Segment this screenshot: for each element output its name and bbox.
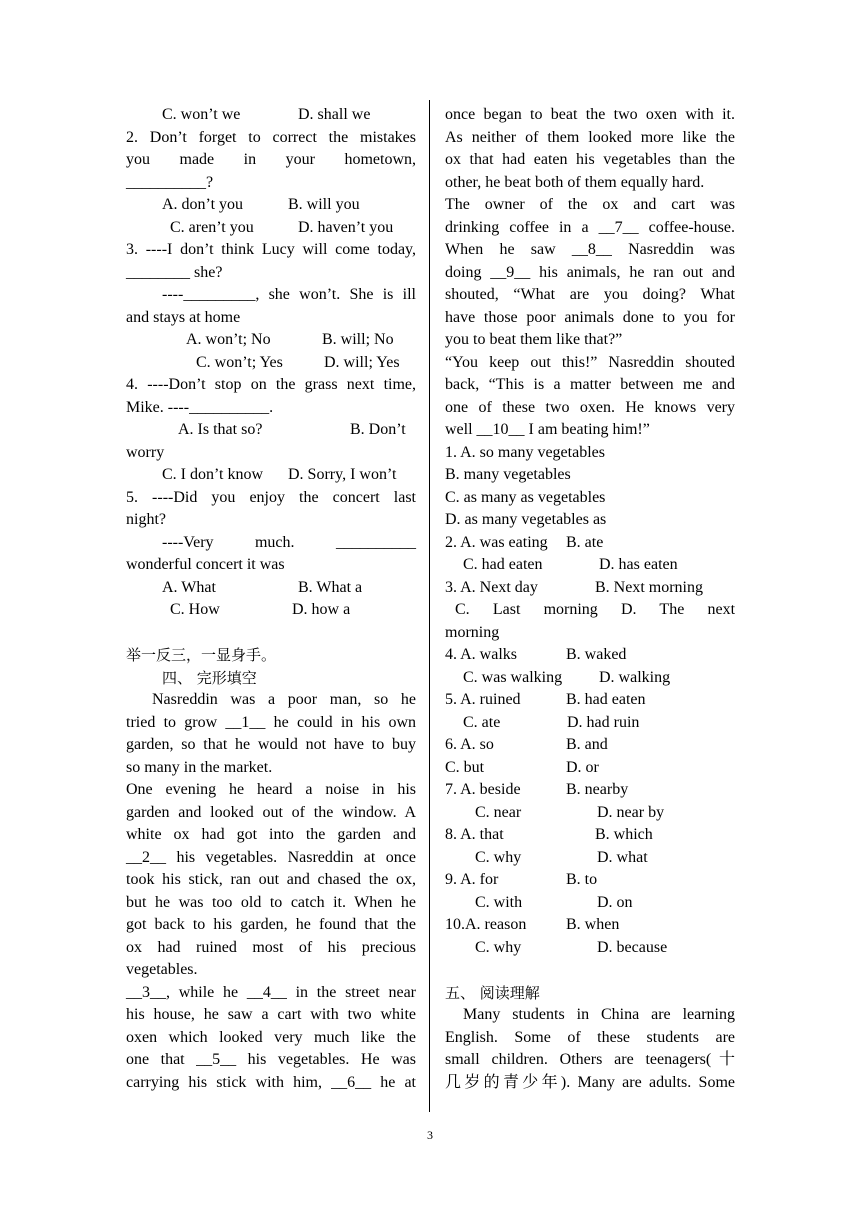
option: 5. A. ruined xyxy=(445,691,521,708)
option: C. had eaten xyxy=(463,556,543,573)
option: C. won’t we xyxy=(162,106,241,123)
option: A. don’t you xyxy=(162,196,244,213)
passage-line: tried to grow __1__ he could in his own xyxy=(126,713,416,731)
option: 7. A. beside xyxy=(445,781,521,798)
answer-option: 1. A. so many vegetables xyxy=(445,443,605,461)
option: 9. A. for xyxy=(445,871,499,888)
option: 2. A. was eating xyxy=(445,533,548,551)
q3-options-cd-wrap: morning xyxy=(445,623,500,641)
q2-options-cd xyxy=(445,554,735,577)
right-column xyxy=(445,104,735,1094)
option: 10.A. reason xyxy=(445,916,527,933)
question-2-line: you made in your hometown, xyxy=(126,151,416,168)
q9-options-cd xyxy=(445,892,735,915)
option: B. ate xyxy=(566,533,604,551)
q9-options-ab xyxy=(445,869,735,892)
q5-options-cd xyxy=(126,599,416,622)
passage-line: __2__ his vegetables. Nasreddin at once xyxy=(126,848,416,866)
option: D. will; Yes xyxy=(324,353,400,371)
passage-line: ox that had eaten his vegetables than the xyxy=(445,151,735,168)
option: A. Is that so? xyxy=(178,421,263,438)
q10-options-cd xyxy=(445,937,735,960)
q4-options-cd xyxy=(445,667,735,690)
option: C. near xyxy=(475,803,522,821)
column-divider xyxy=(429,100,430,1112)
option: C. Last morning xyxy=(455,601,598,618)
option: A. won’t; No xyxy=(186,331,271,348)
q4-options-ab xyxy=(445,644,735,667)
question-3-line: ________ she? xyxy=(126,263,223,281)
question-3-line: ----_________, she won’t. She is ill xyxy=(162,286,416,303)
q8-options-cd xyxy=(445,847,735,870)
question-3-line: and stays at home xyxy=(126,308,241,326)
passage-line: doing __9__ his animals, he ran out and xyxy=(445,263,735,281)
option: D. because xyxy=(597,938,668,956)
motto: 举一反三，一显身手。 xyxy=(126,646,277,664)
passage-line: vegetables. xyxy=(126,961,198,978)
option: B. Don’t xyxy=(350,421,406,438)
option: B. Next morning xyxy=(595,578,703,596)
spacer xyxy=(445,959,735,982)
option: 3. A. Next day xyxy=(445,578,538,596)
q7-options-cd xyxy=(445,802,735,825)
q4-options-ab-wrap: worry xyxy=(126,443,165,461)
q3-options-cd xyxy=(126,352,416,375)
option: C. aren’t you xyxy=(170,218,254,236)
reading-line: Many students in China are learning xyxy=(463,1006,735,1023)
passage-line: When he saw __8__ Nasreddin was xyxy=(445,241,735,258)
q5-options-cd xyxy=(445,712,735,735)
q10-options-ab xyxy=(445,914,735,937)
passage-line: so many in the market. xyxy=(126,758,273,776)
option: B. What a xyxy=(298,578,363,596)
q2-options-ab xyxy=(445,532,735,555)
option: D. what xyxy=(597,848,648,866)
option: D. shall we xyxy=(298,106,371,123)
option: D. how a xyxy=(292,601,351,618)
option: C. with xyxy=(475,893,523,911)
section-4-title: 四、 完形填空 xyxy=(162,668,257,687)
q6-options-cd xyxy=(445,757,735,780)
option: C. I don’t know xyxy=(162,466,264,483)
reading-line: English. Some of these students are xyxy=(445,1028,735,1046)
passage-line: ox had ruined most of his precious xyxy=(126,938,416,956)
passage-line: white ox had got into the garden and xyxy=(126,826,416,843)
passage-line: garden, so that he would not have to buy xyxy=(126,736,416,753)
question-5-line: wonderful concert it was xyxy=(126,556,285,573)
option: D. near by xyxy=(597,803,665,821)
option: 4. A. walks xyxy=(445,646,517,663)
option: B. will you xyxy=(288,196,360,213)
option: B. will; No xyxy=(322,331,394,348)
option: B. waked xyxy=(566,646,627,663)
option: D. or xyxy=(566,758,599,776)
section-5-title: 五、 阅读理解 xyxy=(445,983,540,1002)
passage-line: drinking coffee in a __7__ coffee-house. xyxy=(445,218,735,236)
passage-line: One evening he heard a noise in his xyxy=(126,781,416,798)
passage-line: Nasreddin was a poor man, so he xyxy=(152,691,416,708)
answer-option: B. many vegetables xyxy=(445,466,571,483)
passage-line: took his stick, ran out and chased the ox, xyxy=(126,871,416,888)
reading-line: small children. Others are teenagers(十 xyxy=(445,1051,735,1068)
passage-line: other, he beat both of them equally hard. xyxy=(445,173,705,191)
option: D. Sorry, I won’t xyxy=(288,466,397,483)
q1-options-cd xyxy=(126,104,416,127)
question-5-line: ----Very much. __________ xyxy=(162,533,416,551)
passage-line: oxen which looked very much like the xyxy=(126,1028,416,1046)
passage-line: once began to beat the two oxen with it. xyxy=(445,106,735,123)
passage-line: back, “This is a matter between me and xyxy=(445,376,735,393)
option: D. The next xyxy=(620,601,736,618)
q4-options-cd xyxy=(126,464,416,487)
passage-line: The owner of the ox and cart was xyxy=(445,196,735,213)
passage-line: shouted, “What are you doing? What xyxy=(445,286,735,303)
q4-options-ab xyxy=(126,419,416,442)
option: C. was walking xyxy=(463,668,563,686)
passage-line: __3__, while he __4__ in the street near xyxy=(126,983,416,1001)
option: D. on xyxy=(597,893,633,911)
option: 6. A. so xyxy=(445,736,494,753)
option: C. why xyxy=(475,848,522,866)
reading-line: 几岁的青少年). Many are adults. Some xyxy=(445,1073,735,1091)
q3-options-ab xyxy=(445,577,735,600)
passage-line: you to beat them like that?” xyxy=(445,331,623,348)
option: A. What xyxy=(162,578,216,596)
q8-options-ab xyxy=(445,824,735,847)
option: B. nearby xyxy=(566,781,629,798)
passage-line: one of these two oxen. He knows very xyxy=(445,398,735,416)
option: 8. A. that xyxy=(445,826,504,843)
passage-line: carrying his stick with him, __6__ he at xyxy=(126,1073,416,1091)
passage-line: “You keep out this!” Nasreddin shouted xyxy=(445,353,735,371)
option: C. why xyxy=(475,938,522,956)
question-2-line: 2. Don’t forget to correct the mistakes xyxy=(126,128,416,146)
passage-line: well __10__ I am beating him!” xyxy=(445,421,650,438)
spacer xyxy=(126,622,416,645)
option: D. has eaten xyxy=(599,556,678,573)
page-number: 3 xyxy=(427,1128,433,1142)
answer-option: C. as many as vegetables xyxy=(445,488,606,506)
question-5-line: night? xyxy=(126,511,166,528)
option: D. had ruin xyxy=(567,713,640,731)
q5-options-ab xyxy=(126,577,416,600)
q6-options-ab xyxy=(445,734,735,757)
option: B. to xyxy=(566,871,598,888)
q7-options-ab xyxy=(445,779,735,802)
q2-options-ab xyxy=(126,194,416,217)
q3-options-ab xyxy=(126,329,416,352)
passage-line: have those poor animals done to you for xyxy=(445,308,735,326)
answer-option: D. as many vegetables as xyxy=(445,511,607,528)
option: C. won’t; Yes xyxy=(196,353,283,371)
passage-line: garden and looked out of the window. A xyxy=(126,803,416,821)
question-3-line: 3. ----I don’t think Lucy will come today, xyxy=(126,241,416,258)
option: C. How xyxy=(170,601,220,618)
left-column xyxy=(126,104,416,1094)
passage-line: got back to his garden, he found that the xyxy=(126,916,416,933)
question-4-line: 4. ----Don’t stop on the grass next time, xyxy=(126,376,416,393)
option: B. and xyxy=(566,736,608,753)
option: B. when xyxy=(566,916,620,933)
option: D. haven’t you xyxy=(298,218,394,236)
question-2-blank: __________? xyxy=(126,173,214,191)
q3-options-cd xyxy=(445,599,735,622)
option: D. walking xyxy=(599,668,671,686)
option: C. but xyxy=(445,758,485,776)
q5-options-ab xyxy=(445,689,735,712)
passage-line: one that __5__ his vegetables. He was xyxy=(126,1051,416,1068)
option: B. which xyxy=(595,826,653,843)
option: B. had eaten xyxy=(566,691,646,708)
question-5-line: 5. ----Did you enjoy the concert last xyxy=(126,488,416,506)
question-4-line: Mike. ----__________. xyxy=(126,398,274,416)
passage-line: his house, he saw a cart with two white xyxy=(126,1006,416,1023)
passage-line: but he was too old to catch it. When he xyxy=(126,893,416,911)
passage-line: As neither of them looked more like the xyxy=(445,128,735,146)
q2-options-cd xyxy=(126,217,416,240)
option: C. ate xyxy=(463,713,501,731)
